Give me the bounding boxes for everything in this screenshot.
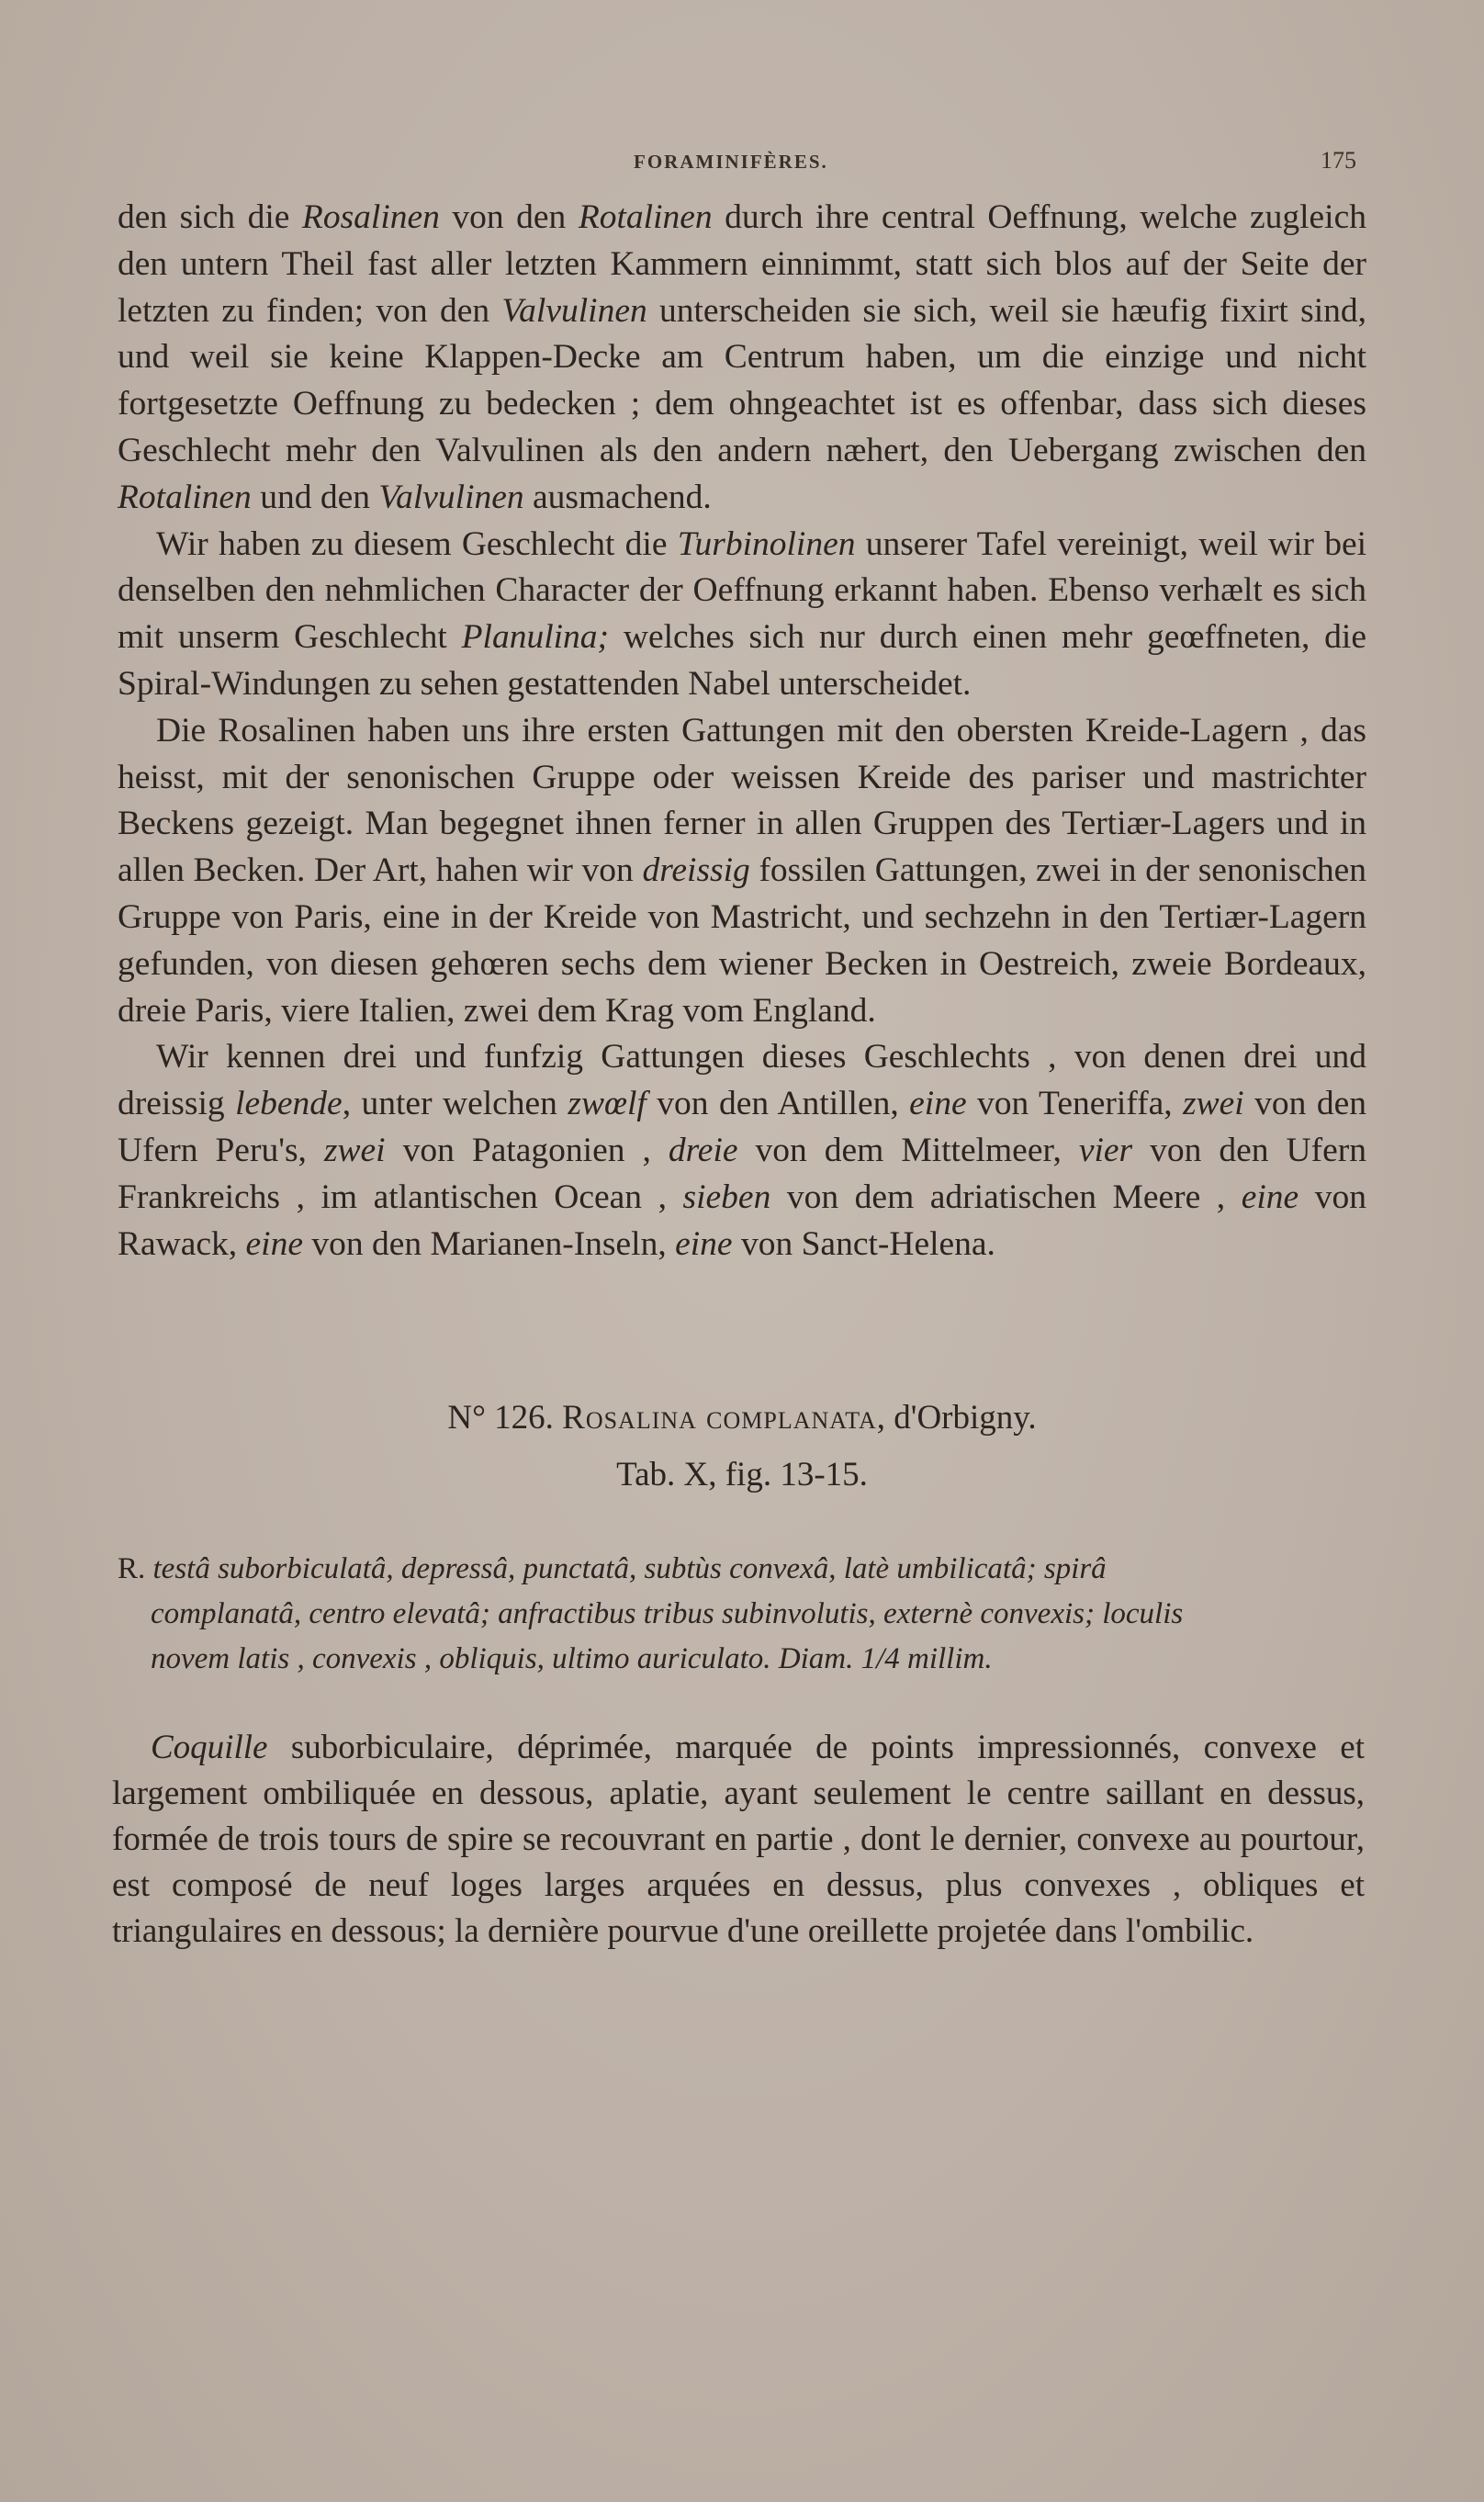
- diagnosis-line: novem latis , convexis , obliquis, ultimo auriculato. Diam. 1/4 millim.: [151, 1642, 993, 1675]
- italic-term: vier: [1078, 1131, 1133, 1169]
- text-run: den sich die: [118, 198, 302, 236]
- italic-term: dreie: [668, 1131, 738, 1169]
- italic-term: eine: [245, 1224, 303, 1263]
- latin-diagnosis: [118, 1547, 1366, 1682]
- text-run: und den: [251, 478, 379, 516]
- text-run: , unter welchen: [342, 1085, 568, 1123]
- species-name: Rosalina complanata: [562, 1399, 877, 1437]
- diagnosis-text: testâ suborbiculatâ, depressâ, punctatâ, subtùs convexâ, latè umbilicatâ; spirâ: [152, 1552, 1107, 1585]
- italic-term: zwei: [323, 1131, 386, 1169]
- french-description: [112, 1725, 1365, 1955]
- italic-term: sieben: [682, 1178, 771, 1216]
- italic-term: Valvulinen: [501, 291, 647, 330]
- italic-term: lebende: [235, 1085, 343, 1123]
- text-run: fossilen Gattungen, zwei in der senonischen Gruppe von Paris, eine in der Kreide von Mastricht, und sechzehn in den Tertiær-Lagern gefunden, von diesen gehœren sechs dem wiener Becken in Oestreich, zweie Bordeaux, dreie Paris, viere Italien, zwei dem Krag vom England.: [118, 851, 1366, 1030]
- species-heading: [118, 1394, 1366, 1442]
- italic-term: Rosalinen: [301, 198, 440, 236]
- paragraph: [118, 195, 1366, 522]
- species-number: N° 126.: [447, 1399, 554, 1437]
- text-run: von dem adriatischen Meere ,: [770, 1178, 1242, 1216]
- diagnosis-line: complanatâ, centro elevatâ; anfractibus tribus subinvolutis, externè convexis; loculis: [151, 1597, 1184, 1630]
- text-run: von Patagonien ,: [385, 1131, 669, 1169]
- german-body-text: [118, 195, 1366, 1268]
- text-run: Wir haben zu diesem Geschlecht die: [156, 524, 678, 563]
- text-run: unterscheiden sie sich, weil sie hæufig fixirt sind, und weil sie keine Klappen-Decke am Centrum haben, um die einzige und nicht fortgesetzte Oeffnung zu bedecken ; dem ohngeachtet ist es offenbar, dass sich dieses Geschlecht mehr den Valvulinen als den andern næhert, den Uebergang zwischen den: [118, 291, 1366, 469]
- text-run: von den: [439, 198, 579, 236]
- text-run: Die Rosalinen haben uns ihre ersten Gattungen mit den obersten Kreide-Lagern , das heisst, mit der senonischen Gruppe oder weissen Kreide des pariser und mastrichter Beckens gezeigt. Man begegnet ihnen ferner in allen Gruppen des Tertiær-Lagers und in allen Becken. Der Art, hahen wir von: [118, 711, 1366, 890]
- italic-term: eine: [909, 1085, 967, 1123]
- paragraph: [118, 522, 1366, 708]
- italic-term: Coquille: [151, 1729, 268, 1766]
- text-run: von dem Mittelmeer,: [737, 1131, 1079, 1169]
- description-paragraph: [112, 1725, 1365, 1955]
- text-run: von den Antillen,: [646, 1085, 910, 1123]
- italic-term: dreissig: [642, 851, 750, 890]
- italic-term: Turbinolinen: [677, 524, 856, 563]
- text-run: von den Ufern Frankreichs , im atlantischen Ocean ,: [118, 1131, 1366, 1216]
- running-title: FORAMINIFÈRES.: [634, 151, 828, 173]
- text-run: von den Ufern Peru's,: [118, 1085, 1366, 1169]
- italic-term: Rotalinen: [578, 198, 713, 236]
- genus-abbrev: R.: [118, 1552, 146, 1585]
- italic-term: Rotalinen: [118, 478, 252, 516]
- italic-term: Planulina;: [461, 618, 610, 657]
- italic-term: zwei: [1183, 1085, 1244, 1123]
- text-run: von Teneriffa,: [966, 1085, 1184, 1123]
- text-run: welches sich nur durch einen mehr geœffneten, die Spiral-Windungen zu sehen gestattenden Nabel unterscheidet.: [118, 618, 1366, 703]
- page-number: 175: [1321, 147, 1356, 174]
- species-author: , d'Orbigny.: [876, 1399, 1037, 1437]
- text-run: von Sanct-Helena.: [732, 1224, 995, 1263]
- text-run: von Rawack,: [118, 1178, 1366, 1263]
- paragraph: [118, 1034, 1366, 1268]
- italic-term: Valvulinen: [378, 478, 524, 516]
- text-run: Wir kennen drei und funfzig Gattungen dieses Geschlechts , von denen drei und dreissig: [118, 1038, 1366, 1123]
- italic-term: zwœlf: [568, 1085, 646, 1123]
- italic-term: eine: [675, 1224, 733, 1263]
- text-run: durch ihre central Oeffnung, welche zugleich den untern Theil fast aller letzten Kammern einnimmt, statt sich blos auf der Seite der letzten zu finden; von den: [118, 198, 1366, 330]
- text-run: unserer Tafel vereinigt, weil wir bei denselben den nehmlichen Character der Oeffnung erkannt haben. Ebenso verhælt es sich mit unserm Geschlecht: [118, 524, 1367, 657]
- italic-term: eine: [1241, 1178, 1299, 1216]
- paragraph: [118, 708, 1366, 1035]
- plate-reference: Tab. X, fig. 13-15.: [616, 1456, 868, 1493]
- diagnosis-line: [118, 1547, 1366, 1592]
- text-run: suborbiculaire, déprimée, marquée de points impressionnés, convexe et largement ombiliquée en dessous, aplatie, ayant seulement le centre saillant en dessus, formée de trois tours de spire se recouvrant en partie , dont le dernier, convexe au pourtour, est composé de neuf loges larges arquées en dessus, plus convexes , obliques et triangulaires en dessous; la dernière pourvue d'une oreillette projetée dans l'ombilic.: [112, 1729, 1365, 1950]
- text-run: ausmachend.: [523, 478, 712, 516]
- text-run: von den Marianen-Inseln,: [303, 1224, 676, 1263]
